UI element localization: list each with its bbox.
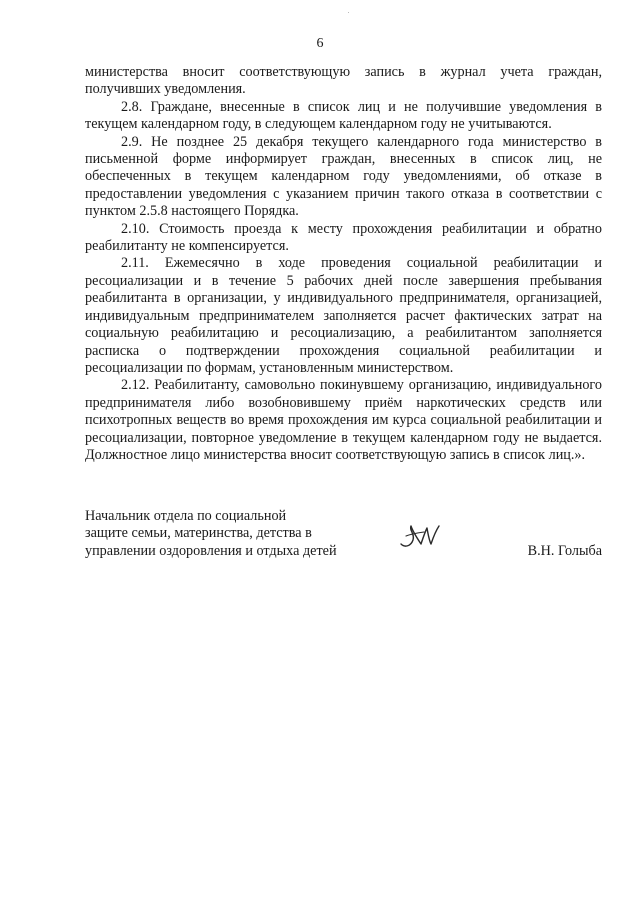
scan-speck — [348, 12, 349, 13]
signer-position-line: Начальник отдела по социальной — [85, 508, 287, 524]
signer-name: В.Н. Голыба — [527, 543, 602, 559]
paragraph-2-11: 2.11. Ежемесячно в ходе проведения социальной реабилитации и ресоциализации и в течение 5 рабочих дней после завершения пребывания реабилитанта в организации, у индивидуального предпринимателя, организацией, индивидуальным предпринимателем заполняется расчет фактических затрат на социальную реабилитацию и ресоциализацию, а реабилитантом заполняется расписка о подтверждении прохождения социальной реабилитации и ресоциализации по формам, установленным министерством. — [85, 255, 602, 376]
paragraph-2-9: 2.9. Не позднее 25 декабря текущего календарного года министерство в письменной форме информирует граждан, внесенных в список лиц, не обеспеченных в текущем календарном году уведомлениями, об отказе в предоставлении уведомления с указанием причин такого отказа в соответствии с пунктом 2.5.8 настоящего Порядка. — [85, 133, 602, 220]
paragraph-2-8: 2.8. Граждане, внесенные в список лиц и не получившие уведомления в текущем календарном году, в следующем календарном году не учитываются. — [85, 98, 602, 133]
page-number: 6 — [316, 36, 324, 51]
handwritten-signature — [397, 522, 443, 552]
paragraph-2-10: 2.10. Стоимость проезда к месту прохождения реабилитации и обратно реабилитанту не компенсируется. — [85, 220, 602, 255]
signature-block — [85, 508, 602, 568]
signer-position-line: защите семьи, материнства, детства в — [85, 525, 312, 542]
body-text — [85, 64, 602, 464]
signer-position-line: управлении оздоровления и отдыха детей — [85, 542, 337, 559]
paragraph-2-12: 2.12. Реабилитанту, самовольно покинувшему организацию, индивидуального предпринимателя либо возобновившему приём наркотических средств или психотропных веществ во время прохождения им курса социальной реабилитации и ресоциализации, повторное уведомление в текущем календарном году не выдается. Должностное лицо министерства вносит соответствующую запись в список лиц.». — [85, 377, 602, 463]
paragraph-continuation: министерства вносит соответствующую запись в журнал учета граждан, получивших уведомления. — [85, 64, 602, 98]
signer-position — [85, 508, 385, 560]
